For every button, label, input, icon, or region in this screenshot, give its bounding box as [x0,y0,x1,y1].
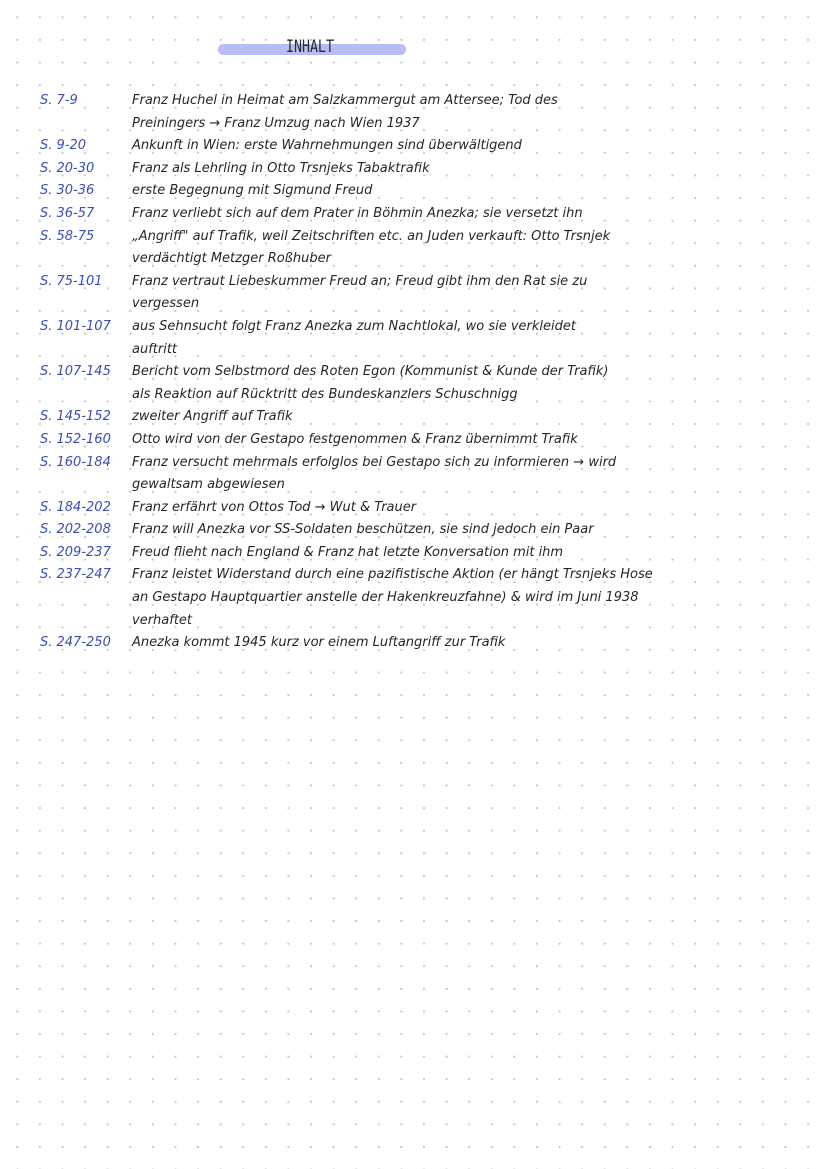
description-line: „Angriff" auf Trafik, weil Zeitschriften etc. an Juden verkauft: Otto Trsnjek [132,228,611,244]
entry-description [132,135,800,158]
description-line: gewaltsam abgewiesen [132,477,285,493]
list-item [40,226,800,271]
description-line: Bericht vom Selbstmord des Roten Egon (Kommunist & Kunde der Trafik) [132,364,609,380]
page-title: INHALT [286,37,334,57]
description-line: Franz versucht mehrmals erfolglos bei Gestapo sich zu informieren → wird [132,454,617,470]
description-line: Franz erfährt von Ottos Tod → Wut & Trauer [132,499,417,515]
page-range: S. 36-57 [40,205,95,221]
list-item [40,180,800,203]
list-item [40,361,800,406]
page-range: S. 9-20 [40,138,87,154]
page-range: S. 75-101 [40,273,103,289]
page-range: S. 107-145 [40,364,111,380]
entry-description [132,316,800,361]
page-range: S. 152-160 [40,431,111,447]
entry-description [132,406,800,429]
list-item [40,406,800,429]
list-item [40,452,800,497]
description-line: an Gestapo Hauptquartier anstelle der Hakenkreuzfahne) & wird im Juni 1938 [132,590,639,606]
description-line: zweiter Angriff auf Trafik [132,409,293,425]
page-range: S. 145-152 [40,409,111,425]
list-item [40,135,800,158]
entry-description [132,203,800,226]
description-line: Ankunft in Wien: erste Wahrnehmungen sind überwältigend [132,138,522,154]
page-range: S. 184-202 [40,499,111,515]
title-block [218,36,406,62]
entry-description [132,632,800,655]
list-item [40,429,800,452]
description-line: auftritt [132,341,178,357]
description-line: als Reaktion auf Rücktritt des Bundeskanzlers Schuschnigg [132,386,518,402]
list-item [40,542,800,565]
page-range: S. 209-237 [40,544,111,560]
entry-description [132,519,800,542]
page-range: S. 101-107 [40,318,111,334]
description-line: Otto wird von der Gestapo festgenommen & Franz übernimmt Trafik [132,431,578,447]
description-line: Franz verliebt sich auf dem Prater in Böhmin Anezka; sie versetzt ihn [132,205,583,221]
page-range: S. 58-75 [40,228,95,244]
description-line: Anezka kommt 1945 kurz vor einem Luftangriff zur Trafik [132,635,506,651]
description-line: Preiningers → Franz Umzug nach Wien 1937 [132,115,420,131]
entry-description [132,452,800,497]
entry-description [132,180,800,203]
list-item [40,90,800,135]
description-line: verdächtigt Metzger Roßhuber [132,251,331,267]
description-line: Freud flieht nach England & Franz hat letzte Konversation mit ihm [132,544,564,560]
list-item [40,158,800,181]
page-range: S. 237-247 [40,567,111,583]
list-item [40,316,800,361]
entry-description [132,90,800,135]
page-range: S. 160-184 [40,454,111,470]
page-range: S. 30-36 [40,183,95,199]
description-line: vergessen [132,296,200,312]
description-line: Franz vertraut Liebeskummer Freud an; Freud gibt ihm den Rat sie zu [132,273,588,289]
entry-description [132,226,800,271]
entry-description [132,497,800,520]
description-line: erste Begegnung mit Sigmund Freud [132,183,373,199]
contents-list [40,90,800,655]
list-item [40,632,800,655]
entry-description [132,564,800,632]
list-item [40,271,800,316]
page-range: S. 20-30 [40,160,95,176]
list-item [40,203,800,226]
entry-description [132,361,800,406]
entry-description [132,429,800,452]
list-item [40,497,800,520]
description-line: verhaftet [132,612,193,628]
page-range: S. 7-9 [40,93,78,108]
entry-description [132,271,800,316]
entry-description [132,542,800,565]
description-line: Franz will Anezka vor SS-Soldaten beschützen, sie sind jedoch ein Paar [132,522,594,538]
description-line: Franz leistet Widerstand durch eine pazifistische Aktion (er hängt Trsnjeks Hose [132,567,653,583]
entry-description [132,158,800,181]
page-range: S. 202-208 [40,522,111,538]
description-line: Franz Huchel in Heimat am Salzkammergut am Attersee; Tod des [132,93,558,108]
list-item [40,519,800,542]
page-range: S. 247-250 [40,635,111,651]
description-line: aus Sehnsucht folgt Franz Anezka zum Nachtlokal, wo sie verkleidet [132,318,576,334]
list-item [40,564,800,632]
description-line: Franz als Lehrling in Otto Trsnjeks Tabaktrafik [132,160,430,176]
